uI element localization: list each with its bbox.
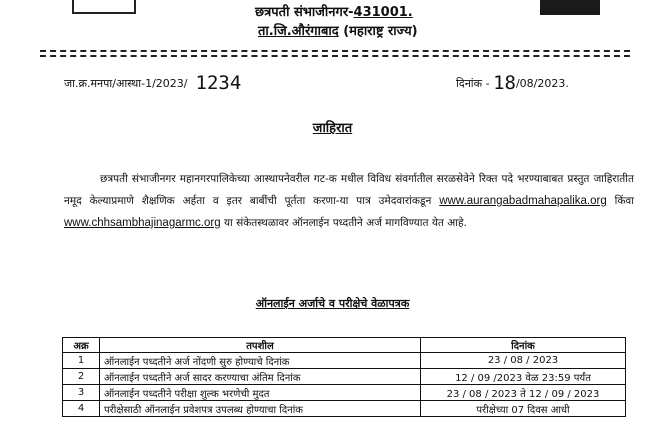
reference-handwritten-number: 1234 (195, 72, 242, 94)
header-divider (40, 50, 630, 52)
date-rest: /08/2023. (515, 77, 569, 90)
address-line-city (255, 2, 413, 20)
address-state: (महाराष्ट्र राज्य) (338, 24, 418, 39)
row-date: परीक्षेच्या 07 दिवस आधी (421, 401, 626, 417)
paragraph-text-2: किंवा (606, 195, 634, 207)
address-pin: 431001. (353, 5, 413, 20)
date-prefix: दिनांक - (456, 77, 494, 90)
notice-date (456, 72, 569, 94)
notice-title-text: जाहिरात (312, 121, 353, 136)
website-link-aurangabad[interactable]: www.aurangabadmahapalika.org (439, 195, 607, 207)
header-detail: तपशील (100, 338, 421, 353)
emblem-right (540, 0, 600, 15)
date-handwritten-day: 18 (493, 72, 516, 94)
schedule-table (62, 337, 626, 417)
schedule-header-row (63, 338, 626, 353)
paragraph-text-3: या संकेतस्थळावर ऑनलाईन पध्दतीने अर्ज मागविण्यात येत आहे. (220, 217, 467, 229)
schedule-title: ऑनलाईन अर्जाचे व परीक्षेचे वेळापत्रक (255, 297, 410, 310)
row-serial: 2 (63, 369, 100, 385)
reference-number (64, 72, 241, 94)
row-date: 23 / 08 / 2023 (421, 353, 626, 369)
table-row (63, 385, 626, 401)
schedule-heading (0, 296, 665, 311)
row-serial: 4 (63, 401, 100, 417)
header-date: दिनांक (421, 338, 626, 353)
row-serial: 1 (63, 353, 100, 369)
municipal-emblem-left (72, 0, 136, 14)
row-date: 23 / 08 / 2023 ते 12 / 09 / 2023 (421, 385, 626, 401)
table-row (63, 353, 626, 369)
row-detail: ऑनलाईन पध्दतीने अर्ज सादर करण्याचा अंतिम दिनांक (100, 369, 421, 385)
notice-paragraph (64, 168, 634, 234)
website-link-chhsambhajinagar[interactable]: www.chhsambhajinagarmc.org (64, 217, 221, 229)
row-detail: परीक्षेसाठी ऑनलाईन प्रवेशपत्र उपलब्ध होण्याचा दिनांक (100, 401, 421, 417)
header-divider-second (40, 55, 630, 57)
notice-title (0, 118, 665, 136)
address-district: ता.जि.औरंगाबाद (258, 24, 339, 39)
address-line-district (258, 21, 418, 39)
row-detail: ऑनलाईन पध्दतीने परीक्षा शुल्क भरणेची मुदत (100, 385, 421, 401)
row-date: 12 / 09 /2023 वेळ 23:59 पर्यंत (421, 369, 626, 385)
paragraph-text-1: छत्रपती संभाजीनगर महानगरपालिकेच्या आस्थापनेवरील गट-क मधील विविध संवर्गातील सरळसेवेने रिक्त पदे भरण्याबाबत प्रस्तुत जाहिरातीत नमूद केल्याप्रमाणे शैक्षणिक अर्हता व इतर बाबींची पूर्तता करणा-या पात्र उमेदवारांकडून (64, 173, 634, 207)
table-row (63, 401, 626, 417)
reference-prefix: जा.क्र.मनपा/आस्था-1/2023/ (64, 77, 188, 90)
table-row (63, 369, 626, 385)
header-serial: अक्र (63, 338, 100, 353)
address-city: छत्रपती संभाजीनगर- (255, 5, 354, 20)
row-detail: ऑनलाईन पध्दतीने अर्ज नोंदणी सुरु होण्याचे दिनांक (100, 353, 421, 369)
row-serial: 3 (63, 385, 100, 401)
